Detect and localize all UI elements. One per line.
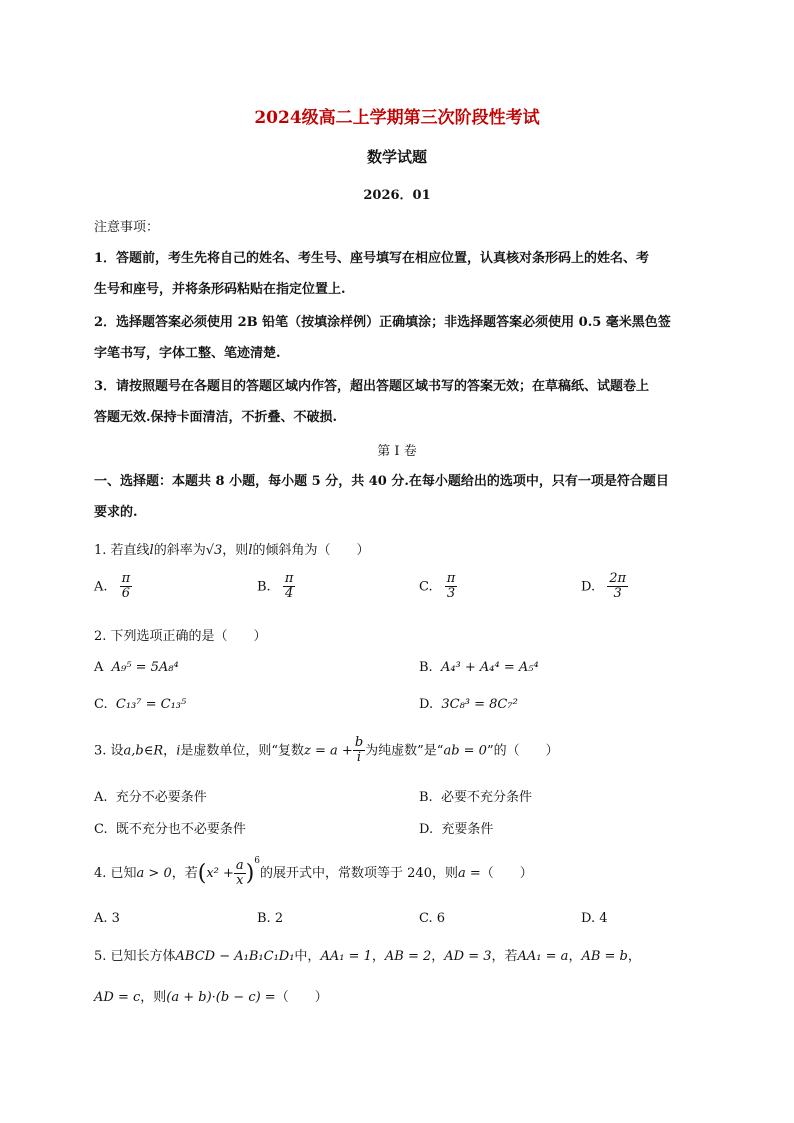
var-l: l <box>149 543 154 558</box>
q4-option-a[interactable]: A. 3 <box>94 911 120 926</box>
q4-fraction: $\frac{a}{x}$ <box>235 857 244 888</box>
q3-option-a[interactable]: A. 充分不必要条件 <box>94 790 207 805</box>
exam-date: 2026．01 <box>363 188 431 203</box>
volume-label: 第 I 卷 <box>377 444 417 459</box>
question-1-stem: 1. 若直线l的斜率为√3，则l的倾斜角为（ ） <box>94 543 370 558</box>
q1-option-a-fraction: $\frac{\pi}{6}$ <box>121 571 131 602</box>
q3-option-d[interactable]: D. 充要条件 <box>419 822 494 837</box>
notice-item-1-line1: 1．答题前，考生先将自己的姓名、考生号、座号填写在相应位置，认真核对条形码上的姓名、考 <box>94 251 650 266</box>
q1-option-b-fraction: $\frac{\pi}{4}$ <box>284 571 294 602</box>
q4-option-c[interactable]: C. 6 <box>419 911 446 926</box>
question-5-stem-line2: AD = c，则(a + b)·(b − c) =（ ） <box>94 990 328 1005</box>
notice-item-3-line2: 答题无效.保持卡面清洁，不折叠、不破损. <box>94 410 338 425</box>
q2-option-b[interactable]: B. A₄³ + A₄⁴ = A₅⁴ <box>419 660 539 675</box>
q4-option-b[interactable]: B. 2 <box>257 911 284 926</box>
notice-item-3-line1: 3．请按照题号在各题目的答题区域内作答，超出答题区域书写的答案无效；在草稿纸、试题卷上 <box>94 379 650 394</box>
exam-title: 2024级高二上学期第三次阶段性考试 <box>254 108 540 128</box>
q3-fraction: $\frac{b}{i}$ <box>354 735 364 766</box>
q3-option-c[interactable]: C. 既不充分也不必要条件 <box>94 822 246 837</box>
q1-option-b[interactable]: B. $\frac{\pi}{4}$ <box>257 571 294 602</box>
var-l-2: l <box>248 543 253 558</box>
q1-option-c-fraction: $\frac{\pi}{3}$ <box>446 571 456 602</box>
question-3-stem: 3. 设a,b∈R，i是虚数单位，则“复数z = a + $\frac{b}{i}$ 为纯虚数”是“ab = 0”的（ ） <box>94 735 559 766</box>
q2-option-a[interactable]: A A₉⁵ = 5A₈⁴ <box>94 660 179 675</box>
q1-option-d[interactable]: D. $\frac{2\pi}{3}$ <box>581 571 627 602</box>
q3-option-b[interactable]: B. 必要不充分条件 <box>419 790 532 805</box>
q1-option-c[interactable]: C. $\frac{\pi}{3}$ <box>419 571 456 602</box>
notice-item-2-line2: 字笔书写，字体工整、笔迹清楚. <box>94 346 281 361</box>
notice-item-1-line2: 生号和座号，并将条形码粘贴在指定位置上. <box>94 282 346 297</box>
section-heading-line1: 一、选择题：本题共 8 小题，每小题 5 分，共 40 分.在每小题给出的选项中，只有一项是符合题目 <box>94 474 669 489</box>
q2-option-c[interactable]: C. C₁₃⁷ = C₁₃⁵ <box>94 697 187 712</box>
exam-subtitle: 数学试题 <box>366 148 427 166</box>
question-4-stem: 4. 已知a > 0，若(x² + $\frac{a}{x}$ )$^6$的展开式中，常数项等于 240，则a =（ ） <box>94 856 533 888</box>
question-5-stem-line1: 5. 已知长方体ABCD − A₁B₁C₁D₁中，AA₁ = 1，AB = 2，AD = 3，若AA₁ = a，AB = b， <box>94 949 641 964</box>
q1-option-a[interactable]: A. $\frac{\pi}{6}$ <box>94 571 131 602</box>
q2-option-d[interactable]: D. 3C₈³ = 8C₇² <box>419 697 518 712</box>
question-2-stem: 2. 下列选项正确的是（ ） <box>94 629 267 644</box>
notice-heading: 注意事项： <box>94 220 160 235</box>
sqrt3: √3 <box>205 543 223 558</box>
q1-option-d-fraction: $\frac{2\pi}{3}$ <box>609 571 627 602</box>
q4-option-d[interactable]: D. 4 <box>581 911 608 926</box>
section-heading-line2: 要求的. <box>94 505 138 520</box>
notice-item-2-line1: 2．选择题答案必须使用 2B 铅笔（按填涂样例）正确填涂；非选择题答案必须使用 0.5 毫米黑色签 <box>94 315 671 330</box>
